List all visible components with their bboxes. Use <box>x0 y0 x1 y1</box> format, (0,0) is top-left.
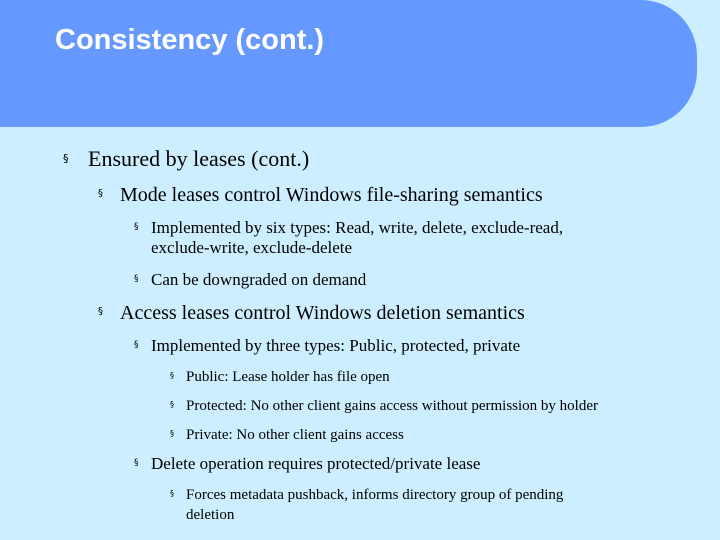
bullet-text-line-1: Implemented by six types: Read, write, delete, exclude-read, <box>151 218 564 237</box>
bullet-text: Protected: No other client gains access without permission by holder <box>186 398 598 414</box>
bullet-marker: § <box>63 152 69 165</box>
bullet-text-line-2: deletion <box>186 507 235 523</box>
bullet-text: Public: Lease holder has file open <box>186 369 390 385</box>
slide-title: Consistency (cont.) <box>55 24 325 56</box>
bullet-marker: § <box>170 429 174 438</box>
bullet-text-line-1: Forces metadata pushback, informs directory group of pending <box>186 487 564 503</box>
bullet-marker: § <box>134 222 139 232</box>
bullet-marker: § <box>170 489 174 498</box>
bullet-text: Delete operation requires protected/private lease <box>151 454 481 473</box>
bullet-text: Access leases control Windows deletion semantics <box>120 302 525 324</box>
bullet-marker: § <box>134 340 139 350</box>
bullet-text: Can be downgraded on demand <box>151 270 367 289</box>
bullet-marker: § <box>98 188 103 199</box>
bullet-text: Ensured by leases (cont.) <box>88 146 310 171</box>
bullet-marker: § <box>134 458 139 468</box>
bullet-marker: § <box>98 306 103 317</box>
bullet-marker: § <box>170 400 174 409</box>
bullet-marker: § <box>170 371 174 380</box>
title-bar <box>0 0 697 127</box>
bullet-marker: § <box>134 274 139 284</box>
bullet-text-line-2: exclude-write, exclude-delete <box>151 238 353 257</box>
bullet-text: Implemented by three types: Public, protected, private <box>151 336 521 355</box>
bullet-text: Mode leases control Windows file-sharing semantics <box>120 184 543 206</box>
bullet-text: Private: No other client gains access <box>186 427 404 443</box>
